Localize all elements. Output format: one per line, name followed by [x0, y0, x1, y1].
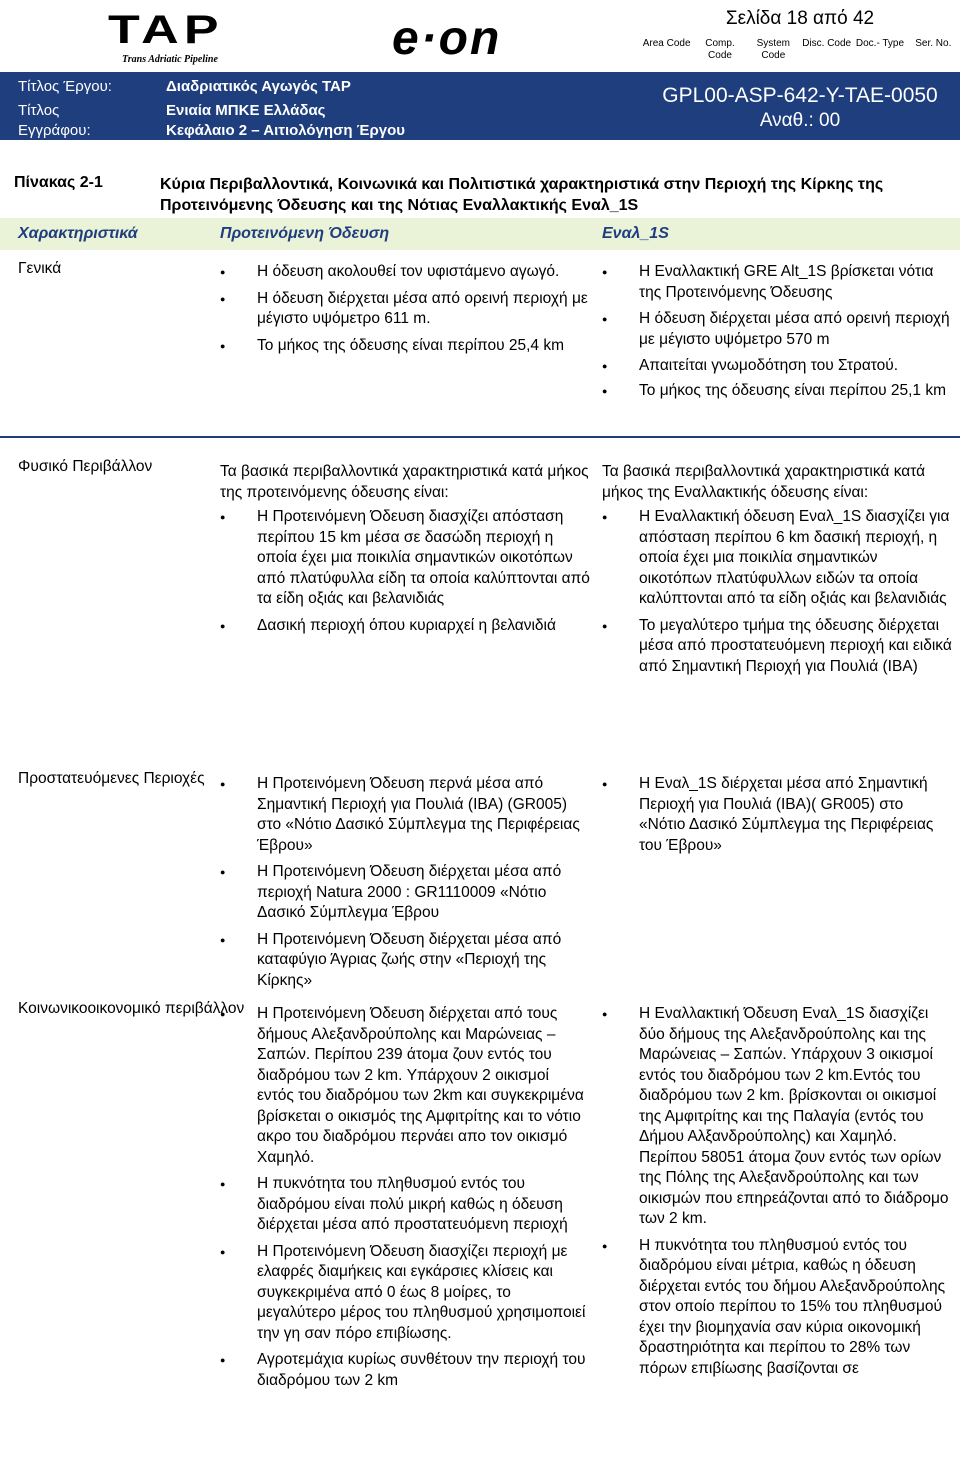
column-header-alternative: Εναλ_1S [602, 225, 669, 242]
cell-general-proposed [220, 262, 590, 362]
cell-socioeconomic-alternative [602, 1004, 952, 1385]
bullet-list [220, 262, 590, 356]
document-title-label-cont: Εγγράφου: [18, 122, 91, 139]
bullet-list [220, 507, 590, 636]
list-item: ● Η όδευση ακολουθεί τον υφιστάμενο αγωγό. [220, 262, 590, 283]
list-item: ● Η Προτεινόμενη Όδευση διέρχεται από τους δήμους Αλεξανδρούπολης και Μαρώνειας – Σαπών. Περίπου 239 άτομα ζουν εντός του διαδρόμου των 2 km. Υπάρχουν 2 οικισμοί εντός του διαδρόμου των 2km και συγκεκριμένα βρίσκεται ο οικισμός της Αμφιτρίτης και το νότιο ακρο του διαδρόμου περνάει απο τον οικισμό Χαμηλό. [220, 1004, 590, 1168]
row-label-protected-areas: Προστατευόμενες Περιοχές [18, 770, 205, 787]
row-label-natural-environment: Φυσικό Περιβάλλον [18, 458, 153, 475]
bullet-list [220, 774, 590, 991]
code-fields [640, 38, 960, 72]
page-info [640, 0, 960, 72]
row-label-socioeconomic: Κοινωνικοοικονομικό περιβάλλον [18, 1000, 245, 1017]
cell-natural-proposed [220, 462, 590, 642]
cell-protected-alternative [602, 774, 952, 862]
document-header [0, 0, 960, 140]
eon-logo: e·on [392, 12, 502, 65]
list-item: ● Η πυκνότητα του πληθυσμού εντός του διαδρόμου είναι πολύ μικρή καθώς η όδευση διέρχεται μέσα από προστατευόμενη περιοχή [220, 1174, 590, 1236]
document-title-value: Ενιαία ΜΠΚΕ Ελλάδας [166, 102, 326, 119]
disc-code-label: Disc. Code [802, 38, 852, 49]
bullet-list [602, 1004, 952, 1379]
cell-protected-proposed [220, 774, 590, 997]
area-code-label: Area Code [642, 38, 691, 49]
document-subtitle-value: Κεφάλαιο 2 – Αιτιολόγηση Έργου [166, 122, 405, 139]
list-item: ● Η Προτεινόμενη Όδευση διέρχεται μέσα από περιοχή Natura 2000 : GR1110009 «Νότιο Δασικό Σύμπλεγμα Έβρου [220, 862, 590, 924]
list-item: ● Το μήκος της όδευσης είναι περίπου 25,4 km [220, 336, 590, 357]
list-item: ● Το μεγαλύτερο τμήμα της όδευσης διέρχεται μέσα από προστατευόμενη περιοχή και ειδικά από Σημαντική Περιοχή για Πουλιά (ΙΒΑ) [602, 616, 952, 678]
cell-general-alternative [602, 262, 952, 407]
title-block [0, 72, 640, 140]
document-code-block [640, 72, 960, 140]
bullet-list [602, 262, 952, 401]
document-code: GPL00-ASP-642-Y-TAE-0050 [662, 84, 938, 107]
list-item: ● Δασική περιοχή όπου κυριαρχεί η βελανιδιά [220, 616, 590, 637]
list-item: ● Η Προτεινόμενη Όδευση διέρχεται μέσα από καταφύγιο Άγριας ζωής στην «Περιοχή της Κίρκης» [220, 930, 590, 992]
list-item: ● Η Εναλλακτική GRE Alt_1S βρίσκεται νότια της Προτεινόμενης Όδευσης [602, 262, 952, 303]
tap-logo [108, 10, 268, 66]
column-header-proposed: Προτεινόμενη Όδευση [220, 225, 390, 242]
document-title-label: Τίτλος [18, 102, 60, 119]
page-number: Σελίδα 18 από 42 [725, 8, 875, 29]
cell-natural-alternative [602, 462, 952, 683]
logo-area [0, 0, 640, 72]
doc-type-label: Doc.- Type [855, 38, 905, 49]
system-code-label: System Code [756, 38, 790, 61]
table-title: Κύρια Περιβαλλοντικά, Κοινωνικά και Πολιτιστικά χαρακτηριστικά στην Περιοχή της Κίρκης της Προτεινόμενης Όδευσης και της Νότιας Εναλλακτικής Εναλ_1S [160, 176, 884, 214]
table-label: Πίνακας 2-1 [14, 174, 103, 191]
bullet-list [220, 1004, 590, 1391]
comp-code-label: Comp. Code [705, 38, 735, 61]
cell-socioeconomic-proposed [220, 1004, 590, 1397]
project-title-label: Τίτλος Έργου: [18, 78, 112, 95]
column-header-characteristics: Χαρακτηριστικά [18, 225, 138, 242]
list-item: ● Αγροτεμάχια κυρίως συνθέτουν την περιοχή του διαδρόμου των 2 km [220, 1350, 590, 1391]
project-title-value: Διαδριατικός Αγωγός TAP [166, 78, 351, 95]
revision: Αναθ.: 00 [759, 110, 841, 131]
list-item: ● Η Εναλλακτική Όδευση Εναλ_1S διασχίζει δύο δήμους της Αλεξανδρούπολης και της Μαρώνειας – Σαπών. Υπάρχουν 3 οικισμοί εντός του διαδρόμου των 2 km.Εντός του διαδρόμου των 2 km. βρίσκονται οι οικισμοί της Αμφιτρίτης και της Παλαγία (εντός του Δήμου Αλξανδρούπολης) και Χαμηλό. Περίπου 58051 άτομα ζουν εντός των ορίων της Πόλης της Αλεξανδρούπολης και των οικισμών που επηρεάζονται από το διάδρομο των 2 km. [602, 1004, 952, 1230]
cell-intro-text: Τα βασικά περιβαλλοντικά χαρακτηριστικά κατά μήκος της Εναλλακτικής όδευσης είναι: [602, 463, 926, 501]
list-item: ● Η Εναλλακτική όδευση Εναλ_1S διασχίζει για απόσταση περίπου 6 km δασική περιοχή, η οποία έχει μια ποικιλία σημαντικών οικοτόπων πλατύφυλλων ειδών τα οποία καλύπτονται από τα είδη οξιάς και βελανιδιάς [602, 507, 952, 610]
bullet-list [602, 774, 952, 856]
tap-logo-wordmark: TAP [108, 8, 224, 52]
tap-logo-subtitle: Trans Adriatic Pipeline [122, 54, 218, 65]
list-item: ● Η πυκνότητα του πληθυσμού εντός του διαδρόμου είναι μέτρια, καθώς η όδευση διέρχεται εντός του δήμου Αλεξανδρούπολης στον οποίο περίπου το 15% του πληθυσμού έχει την βιομηχανία σαν κύρια οικονομική δραστηριότητα και περίπου το 28% των πόρων επιβίωσης βασίζονται σε [602, 1236, 952, 1380]
row-separator [0, 436, 960, 438]
list-item: ● Το μήκος της όδευσης είναι περίπου 25,1 km [602, 381, 952, 402]
list-item: ● Η όδευση διέρχεται μέσα από ορεινή περιοχή με μέγιστο υψόμετρο 611 m. [220, 289, 590, 330]
list-item: ● Η Εναλ_1S διέρχεται μέσα από Σημαντική Περιοχή για Πουλιά (ΙΒΑ)( GR005) στο «Νότιο Δασικό Σύμπλεγμα της Περιφέρειας του Έβρου» [602, 774, 952, 856]
ser-no-label: Ser. No. [915, 38, 952, 49]
list-item: ● Η Προτεινόμενη Όδευση διασχίζει απόσταση περίπου 15 km μέσα σε δασώδη περιοχή η οποία έχει μια ποικιλία σημαντικών οικοτόπων από πλατύφυλλα είδη τα οποία καλύπτονται από τα είδη οξιάς και βελανιδιάς [220, 507, 590, 610]
table-header-row [0, 218, 960, 250]
cell-intro-text: Τα βασικά περιβαλλοντικά χαρακτηριστικά κατά μήκος της προτεινόμενης όδευσης είναι: [220, 463, 589, 501]
list-item: ● Η Προτεινόμενη Όδευση διασχίζει περιοχή με ελαφρές διαμήκεις και εγκάρσιες κλίσεις και συγκεκριμένα από 0 έως 8 μοίρες, το μεγαλύτερο μέρος του πληθυσμού χρησιμοποιεί την γη σαν πόρο επιβίωσης. [220, 1242, 590, 1345]
list-item: ● Η Προτεινόμενη Όδευση περνά μέσα από Σημαντική Περιοχή για Πουλιά (ΙΒΑ) (GR005) στο «Νότιο Δασικό Σύμπλεγμα της Περιφέρειας Έβρου» [220, 774, 590, 856]
row-label-general: Γενικά [18, 260, 62, 277]
list-item: ● Απαιτείται γνωμοδότηση του Στρατού. [602, 356, 952, 377]
list-item: ● Η όδευση διέρχεται μέσα από ορεινή περιοχή με μέγιστο υψόμετρο 570 m [602, 309, 952, 350]
bullet-list [602, 507, 952, 677]
